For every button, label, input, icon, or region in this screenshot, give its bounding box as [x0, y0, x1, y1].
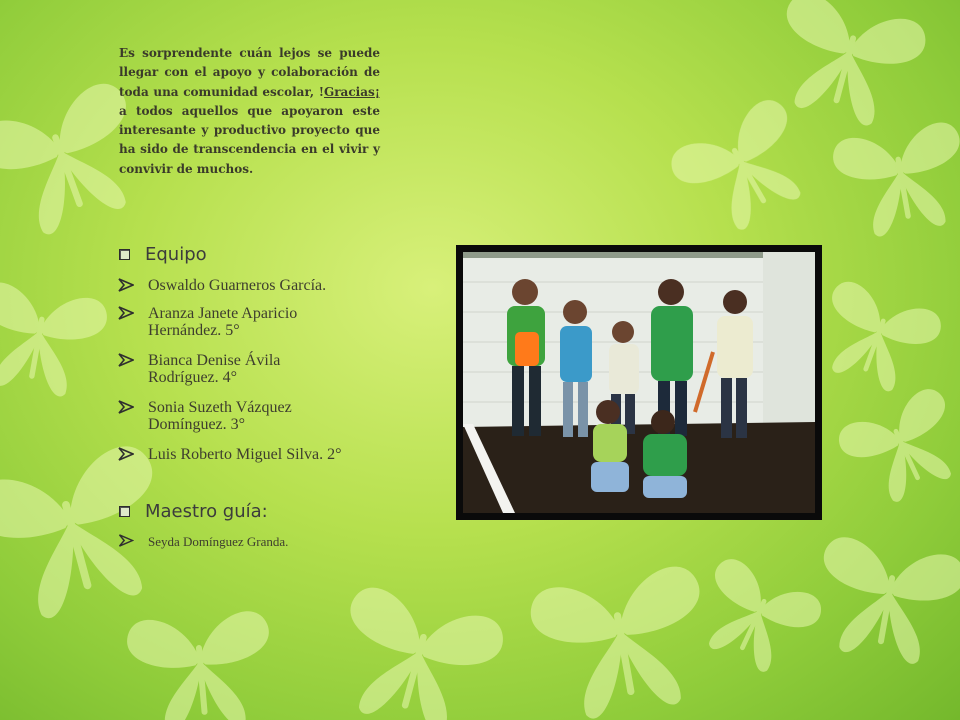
arrow-bullet-icon [118, 278, 134, 292]
teacher-heading [118, 498, 378, 524]
butterfly-icon [764, 0, 931, 135]
team-member-name: Luis Roberto Miguel Silva. 2° [148, 446, 342, 463]
intro-text-end: a todos aquellos que apoyaron este interesante y productivo proyecto que ha sido de transcendencia en el vivir y convivir de muchos. [119, 103, 380, 176]
team-member [118, 277, 378, 294]
butterfly-icon [830, 119, 960, 242]
team-member [118, 446, 378, 463]
teacher-name: Seyda Domínguez Granda. [148, 534, 289, 549]
team-member [118, 352, 378, 386]
group-photo-illustration [463, 252, 815, 513]
team-member-name: Aranza Janete Aparicio Hernández. 5° [148, 305, 298, 339]
group-photo [463, 252, 815, 513]
team-member [118, 305, 378, 339]
square-bullet-icon [119, 506, 130, 517]
butterfly-icon [0, 279, 110, 402]
arrow-bullet-icon [118, 534, 134, 547]
butterfly-icon [125, 610, 276, 720]
arrow-bullet-icon [118, 306, 134, 320]
intro-thanks-underlined: Gracias¡ [323, 84, 380, 99]
team-member-name: Bianca Denise Ávila Rodríguez. 4° [148, 352, 281, 386]
team-list [118, 240, 378, 550]
butterfly-icon [325, 583, 508, 720]
photo-frame [456, 245, 822, 520]
team-member [118, 399, 378, 433]
butterfly-icon [527, 563, 719, 720]
team-heading [118, 240, 378, 268]
team-member-name: Sonia Suzeth Vázquez Domínguez. 3° [148, 399, 292, 433]
butterfly-icon [808, 534, 960, 670]
butterfly-icon [833, 384, 960, 514]
teacher-item [118, 533, 378, 550]
butterfly-icon [685, 554, 826, 684]
team-member-name: Oswaldo Guarneros García. [148, 277, 327, 294]
arrow-bullet-icon [118, 353, 134, 367]
arrow-bullet-icon [118, 400, 134, 414]
square-bullet-icon [119, 249, 130, 260]
intro-paragraph [119, 44, 380, 179]
team-heading-text: Equipo [145, 243, 207, 265]
butterfly-icon [808, 277, 946, 401]
teacher-heading-text: Maestro guía: [145, 500, 268, 522]
arrow-bullet-icon [118, 447, 134, 461]
intro-text: Es sorprendente cuán lejos se puede llegar con el apoyo y colaboración de toda una comunidad escolar, ! [119, 46, 380, 99]
butterfly-icon [665, 93, 827, 245]
